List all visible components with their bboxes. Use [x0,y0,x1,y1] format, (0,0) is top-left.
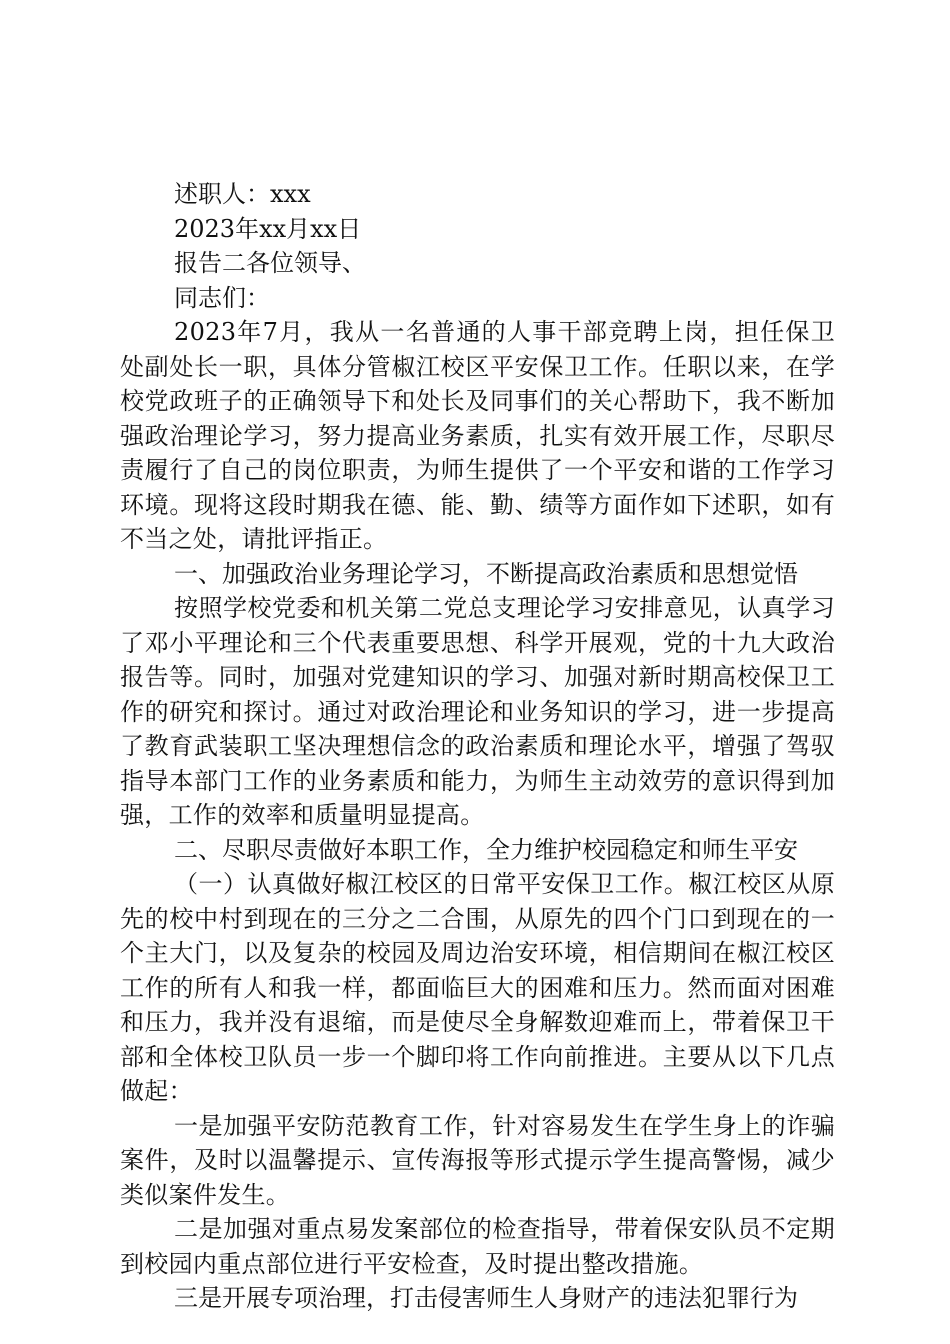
point-2-paragraph: 二是加强对重点易发案部位的检查指导，带着保安队员不定期到校园内重点部位进行平安检查，及时提出整改措施。 [120,1215,835,1278]
section-1-paragraph: 按照学校党委和机关第二党总支理论学习安排意见，认真学习了邓小平理论和三个代表重要思想、科学开展观，党的十九大政治报告等。同时，加强对党建知识的学习、加强对新时期高校保卫工作的研究和探讨。通过对政治理论和业务知识的学习，进一步提高了教育武装职工坚决理想信念的政治素质和理论水平，增强了驾驭指导本部门工作的业务素质和能力，为师生主动效劳的意识得到加强，工作的效率和质量明显提高。 [120,594,835,829]
section-1-heading: 一、加强政治业务理论学习，不断提高政治素质和思想觉悟 [174,559,798,588]
point-3-line: 三是开展专项治理，打击侵害师生人身财产的违法犯罪行为 [174,1284,798,1312]
section-2-heading: 二、尽职尽责做好本职工作，全力维护校园稳定和师生平安 [174,835,798,864]
reporter-line: 述职人：xxx [174,180,311,208]
document-body [120,177,835,1316]
salutation-line: 同志们： [174,283,270,312]
report-title-line: 报告二各位领导、 [174,249,366,277]
section-2-sub-1-paragraph: （一）认真做好椒江校区的日常平安保卫工作。椒江校区从原先的校中村到现在的三分之二合围，从原先的四个门口到现在的一个主大门，以及复杂的校园及周边治安环境，相信期间在椒江校区工作的所有人和我一样，都面临巨大的困难和压力。然而面对困难和压力，我并没有退缩，而是使尽全身解数迎难而上，带着保卫干部和全体校卫队员一步一个脚印将工作向前推进。主要从以下几点做起： [120,870,835,1105]
intro-paragraph: 2023年7月，我从一名普通的人事干部竞聘上岗，担任保卫处副处长一职，具体分管椒江校区平安保卫工作。任职以来，在学校党政班子的正确领导下和处长及同事们的关心帮助下，我不断加强政治理论学习，努力提高业务素质，扎实有效开展工作，尽职尽责履行了自己的岗位职责，为师生提供了一个平安和谐的工作学习环境。现将这段时期我在德、能、勤、绩等方面作如下述职，如有不当之处，请批评指正。 [120,318,835,553]
date-line: 2023年xx月xx日 [174,214,362,243]
point-1-paragraph: 一是加强平安防范教育工作，针对容易发生在学生身上的诈骗案件，及时以温馨提示、宣传海报等形式提示学生提高警惕，减少类似案件发生。 [120,1111,835,1209]
